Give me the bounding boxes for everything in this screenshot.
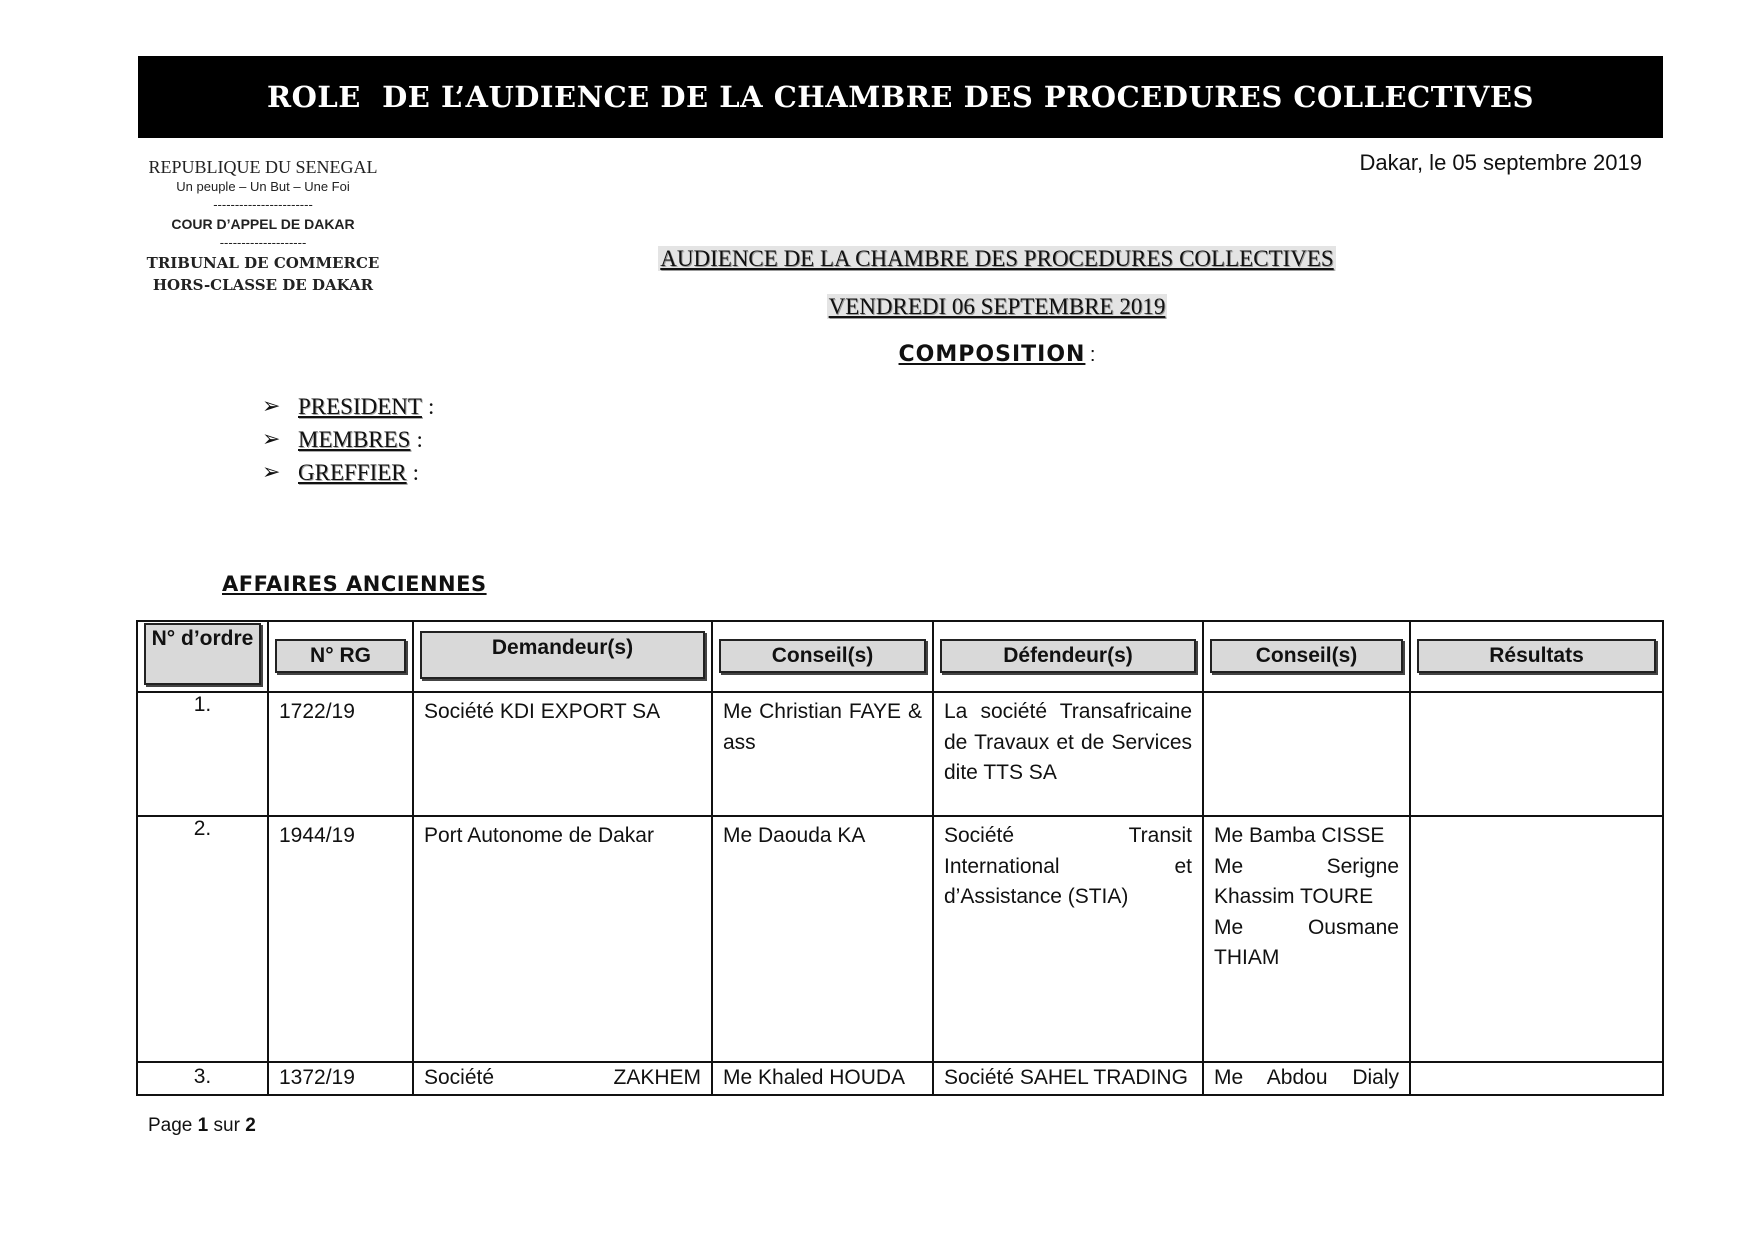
table-header-row bbox=[137, 621, 1663, 692]
arrow-bullet-icon: ➢ bbox=[262, 394, 281, 419]
tribunal-name-line1: TRIBUNAL DE COMMERCE bbox=[146, 254, 380, 272]
cell-plaintiff bbox=[413, 816, 712, 1062]
header-cell bbox=[1410, 621, 1663, 692]
counsel-name: Me Bamba CISSE bbox=[1214, 824, 1385, 847]
cell-results bbox=[1410, 692, 1663, 816]
tribunal-name-line2: HORS-CLASSE DE DAKAR bbox=[152, 276, 374, 294]
composition-item-membres bbox=[262, 423, 434, 456]
section-title: AFFAIRES ANCIENNES bbox=[222, 572, 487, 596]
table-row bbox=[137, 692, 1663, 816]
header-cell bbox=[137, 621, 268, 692]
audience-day-line bbox=[120, 294, 1754, 320]
cell-defendant bbox=[933, 816, 1203, 1062]
cell-defendant bbox=[933, 692, 1203, 816]
counsel-name bbox=[1204, 693, 1409, 697]
separator-line: -------------------- bbox=[219, 235, 307, 250]
counsel-name: Me Khaled HOUDA bbox=[723, 1066, 906, 1089]
cell-order: 2. bbox=[137, 816, 268, 1062]
cell-order: 3. bbox=[137, 1062, 268, 1095]
audience-day: VENDREDI 06 SEPTEMBRE 2019 bbox=[828, 294, 1166, 319]
audience-title-line bbox=[120, 246, 1754, 272]
composition-item-colon: : bbox=[412, 459, 420, 485]
document-title: ROLE DE L’AUDIENCE DE LA CHAMBRE DES PROCEDURES COLLECTIVES bbox=[267, 80, 1534, 114]
composition-item-colon: : bbox=[427, 393, 435, 419]
plaintiff-name: Société ZAKHEM bbox=[424, 1066, 701, 1089]
document-title-banner bbox=[138, 56, 1663, 138]
cell-rg bbox=[268, 692, 413, 816]
header-order: N° d’ordre bbox=[144, 623, 261, 685]
cell-counsel-defendant bbox=[1203, 692, 1410, 816]
header-cell bbox=[933, 621, 1203, 692]
table-row bbox=[137, 1062, 1663, 1095]
page-footer bbox=[148, 1115, 256, 1137]
cell-plaintiff bbox=[413, 1062, 712, 1095]
rg-number: 1722/19 bbox=[279, 700, 355, 723]
plaintiff-cell-inner bbox=[414, 1063, 711, 1094]
page-current: 1 bbox=[197, 1115, 209, 1136]
header-plaintiff: Demandeur(s) bbox=[420, 631, 705, 679]
composition-item-label: GREFFIER bbox=[298, 459, 407, 485]
composition-heading bbox=[120, 342, 1754, 367]
header-rg: N° RG bbox=[275, 639, 406, 673]
rg-number: 1944/19 bbox=[279, 824, 355, 847]
counsel-cell-inner bbox=[1204, 1063, 1409, 1094]
defendant-name: Société Transit International et d’Assistance (STIA) bbox=[944, 824, 1192, 908]
separator-line: ----------------------- bbox=[213, 197, 313, 212]
header-defendant: Défendeur(s) bbox=[940, 639, 1196, 673]
cell-results bbox=[1410, 816, 1663, 1062]
header-cell bbox=[413, 621, 712, 692]
court-name: COUR D’APPEL DE DAKAR bbox=[171, 216, 355, 232]
header-cell bbox=[268, 621, 413, 692]
composition-item-president bbox=[262, 390, 434, 423]
result-value bbox=[1411, 817, 1662, 821]
cell-counsel-defendant bbox=[1203, 816, 1410, 1062]
counsel-name: Me Christian FAYE & ass bbox=[723, 700, 922, 754]
plaintiff-name: Société KDI EXPORT SA bbox=[424, 700, 661, 723]
cell-results bbox=[1410, 1062, 1663, 1095]
arrow-bullet-icon: ➢ bbox=[262, 460, 281, 485]
page-total: 2 bbox=[245, 1115, 256, 1136]
header-cell bbox=[1203, 621, 1410, 692]
composition-colon: : bbox=[1089, 344, 1096, 366]
counsel-name: Me Daouda KA bbox=[723, 824, 866, 847]
document-date: Dakar, le 05 septembre 2019 bbox=[1359, 150, 1642, 175]
counsel-list bbox=[1204, 817, 1409, 974]
composition-label: COMPOSITION bbox=[898, 342, 1086, 367]
counsel-name: Me Ousmane THIAM bbox=[1214, 915, 1399, 969]
header-counsel-defendant: Conseil(s) bbox=[1210, 639, 1403, 673]
cell-counsel-defendant bbox=[1203, 1062, 1410, 1095]
header-counsel-plaintiff: Conseil(s) bbox=[719, 639, 926, 673]
cell-counsel-plaintiff bbox=[712, 692, 933, 816]
plaintiff-name: Port Autonome de Dakar bbox=[424, 824, 654, 847]
arrow-bullet-icon: ➢ bbox=[262, 427, 281, 452]
header-results: Résultats bbox=[1417, 639, 1656, 673]
cases-table bbox=[136, 620, 1664, 1096]
cell-order: 1. bbox=[137, 692, 268, 816]
cell-plaintiff bbox=[413, 692, 712, 816]
cell-rg bbox=[268, 816, 413, 1062]
cell-counsel-plaintiff bbox=[712, 816, 933, 1062]
counsel-name: Me Serigne Khassim TOURE bbox=[1214, 854, 1399, 908]
defendant-name: Société SAHEL TRADING bbox=[944, 1066, 1188, 1089]
page-prefix: Page bbox=[148, 1115, 193, 1136]
table-row bbox=[137, 816, 1663, 1062]
header-cell bbox=[712, 621, 933, 692]
issuer-block bbox=[128, 156, 398, 296]
rg-number: 1372/19 bbox=[279, 1066, 355, 1089]
national-motto: Un peuple – Un But – Une Foi bbox=[176, 179, 350, 194]
cell-defendant bbox=[933, 1062, 1203, 1095]
counsel-name: Me Abdou Dialy bbox=[1214, 1066, 1399, 1089]
republic-name: REPUBLIQUE DU SENEGAL bbox=[148, 157, 378, 177]
composition-item-label: PRESIDENT bbox=[298, 393, 422, 419]
composition-item-colon: : bbox=[416, 426, 423, 452]
composition-item-label: MEMBRES bbox=[298, 426, 411, 452]
result-value bbox=[1411, 693, 1662, 697]
cell-counsel-plaintiff bbox=[712, 1062, 933, 1095]
audience-title: AUDIENCE DE LA CHAMBRE DES PROCEDURES COLLECTIVES bbox=[660, 246, 1334, 271]
cell-rg bbox=[268, 1062, 413, 1095]
composition-list bbox=[262, 390, 434, 489]
page-separator: sur bbox=[213, 1115, 240, 1136]
composition-item-greffier bbox=[262, 456, 434, 489]
defendant-name: La société Transafricaine de Travaux et de Services dite TTS SA bbox=[944, 700, 1192, 784]
